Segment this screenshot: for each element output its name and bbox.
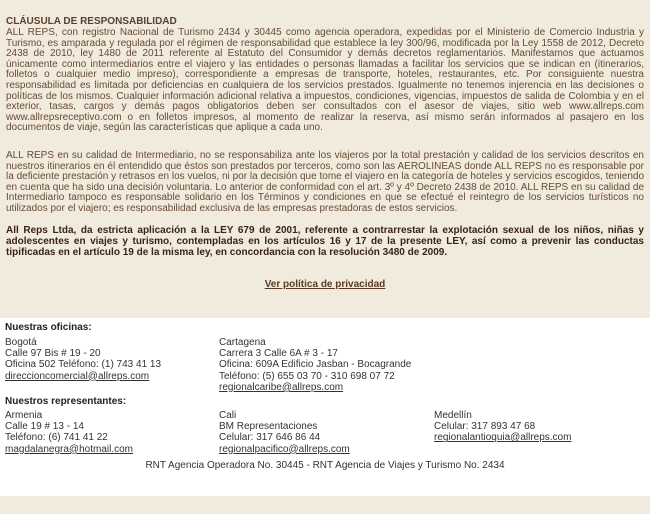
- office-address: Carrera 3 Calle 6A # 3 - 17: [219, 348, 338, 360]
- office-email-link[interactable]: regionalcaribe@allreps.com: [219, 381, 344, 393]
- representative-city: Armenia: [5, 410, 43, 421]
- office-suite: Oficina: 609A Edificio Jasban - Bocagrande: [219, 359, 412, 371]
- representative-phone: Celular: 317 893 47 68: [434, 421, 536, 433]
- representative-email-link[interactable]: magdalanegra@hotmail.com: [5, 443, 133, 455]
- privacy-policy-link[interactable]: Ver política de privacidad: [264, 279, 386, 290]
- representative-email-link[interactable]: regionalpacifico@allreps.com: [219, 443, 350, 455]
- rnt-registration: RNT Agencia Operadora No. 30445 - RNT Agencia de Viajes y Turismo No. 2434: [145, 460, 505, 471]
- representative-company: BM Representaciones: [219, 421, 318, 433]
- representative-phone: Teléfono: (6) 741 41 22: [5, 432, 108, 444]
- clause-paragraph-1: ALL REPS, con registro Nacional de Turismo 2434 y 30445 como agencia operadora, expedidas por el Ministerio de Comercio Industria y Turismo, es amparada y regulada por el régimen de responsabilidad que establece la ley 300/96, modificada por la Ley 1558 de 2012, Decreto 2438 de 2010, ley 1480 de 2011 referente al Estatuto del Consumidor y demás decretos reglamentarios. Manifestamos que actuamos únicamente como intermediarios entre el viajero y las entidades o personas llamadas a facilitar los servicios que se indican en (itinerarios, folletos o cualquier medio impreso), correspondiente a empresas de transporte, hoteles, restaurantes, etc. Por consiguiente nuestra responsabilidad es limitada por deficiencias en cualquiera de los servicios prestados. Igualmente no tenemos injerencia en las decisiones o políticas de los mismos. Cualquier información adicional relativa a impuestos, condiciones, vigencias, impuestos de salida de Colombia y en el exterior, tasas, cargos y demás pagos obligatorios deben ser consultados con el asesor de viajes, sitio web www.allreps.com www.allrepsreceptivo.com o en folletos impresos, al momento de realizar la reserva, así mismo serán informados al pasajero en los documentos de viaje, según las características que aplique a cada uno.: [6, 27, 644, 134]
- offices-title: Nuestras oficinas:: [5, 322, 92, 333]
- clause-title: CLÁUSULA DE RESPONSABILIDAD: [6, 16, 177, 27]
- office-city: Cartagena: [219, 337, 266, 348]
- office-phone: Oficina 502 Teléfono: (1) 743 41 13: [5, 359, 162, 371]
- representative-cali: [219, 410, 350, 455]
- representative-city: Medellín: [434, 410, 472, 421]
- office-address: Calle 97 Bis # 19 - 20: [5, 348, 101, 360]
- representative-medellin: [434, 410, 571, 444]
- footer-band: [0, 496, 650, 514]
- representative-email-link[interactable]: regionalantioquia@allreps.com: [434, 432, 572, 444]
- office-phone: Teléfono: (5) 655 03 70 - 310 698 07 72: [219, 370, 395, 382]
- representative-address: Calle 19 # 13 - 14: [5, 421, 84, 433]
- office-email-link[interactable]: direccioncomercial@allreps.com: [5, 370, 150, 382]
- representative-city: Cali: [219, 410, 237, 421]
- representatives-title: Nuestros representantes:: [5, 396, 127, 407]
- office-city: Bogotá: [5, 337, 37, 348]
- clause-paragraph-3: All Reps Ltda, da estricta aplicación a la LEY 679 de 2001, referente a contrarrestar la explotación sexual de los niños, niñas y adolescentes en viajes y turismo, contempladas en los artículos 16 y 17 de la presente LEY, así como a prevenir las conductas tipificadas en el artículo 19 de la misma ley, en concordancia con la resolución 3480 de 2009.: [6, 225, 644, 258]
- office-bogota: [5, 337, 161, 382]
- representative-armenia: [5, 410, 133, 455]
- clause-paragraph-2: ALL REPS en su calidad de Intermediario, no se responsabiliza ante los viajeros por la total prestación y calidad de los servicios descritos en nuestros itinerarios en él entendido que éstos son prestados por terceros, como son las AEROLINEAS donde ALL REPS no es responsable por la deficiente prestación y retrasos en los vuelos, ni por la decisión que tome el viajero en la categoría de hoteles y servicios escogidos, teniendo en cuenta que ha sido una decisión voluntaria. Lo anterior de conformidad con el art. 3º y 4º Decreto 2438 de 2010. ALL REPS en su calidad de Intermediario tampoco es responsable solidario en los Términos y condiciones en que se efectué el reintegro de los servicios turísticos no utilizados por el viajero; es responsabilidad exclusiva de las empresas prestadoras de estos servicios.: [6, 150, 644, 214]
- representative-phone: Celular: 317 646 86 44: [219, 432, 321, 444]
- office-cartagena: [219, 337, 411, 393]
